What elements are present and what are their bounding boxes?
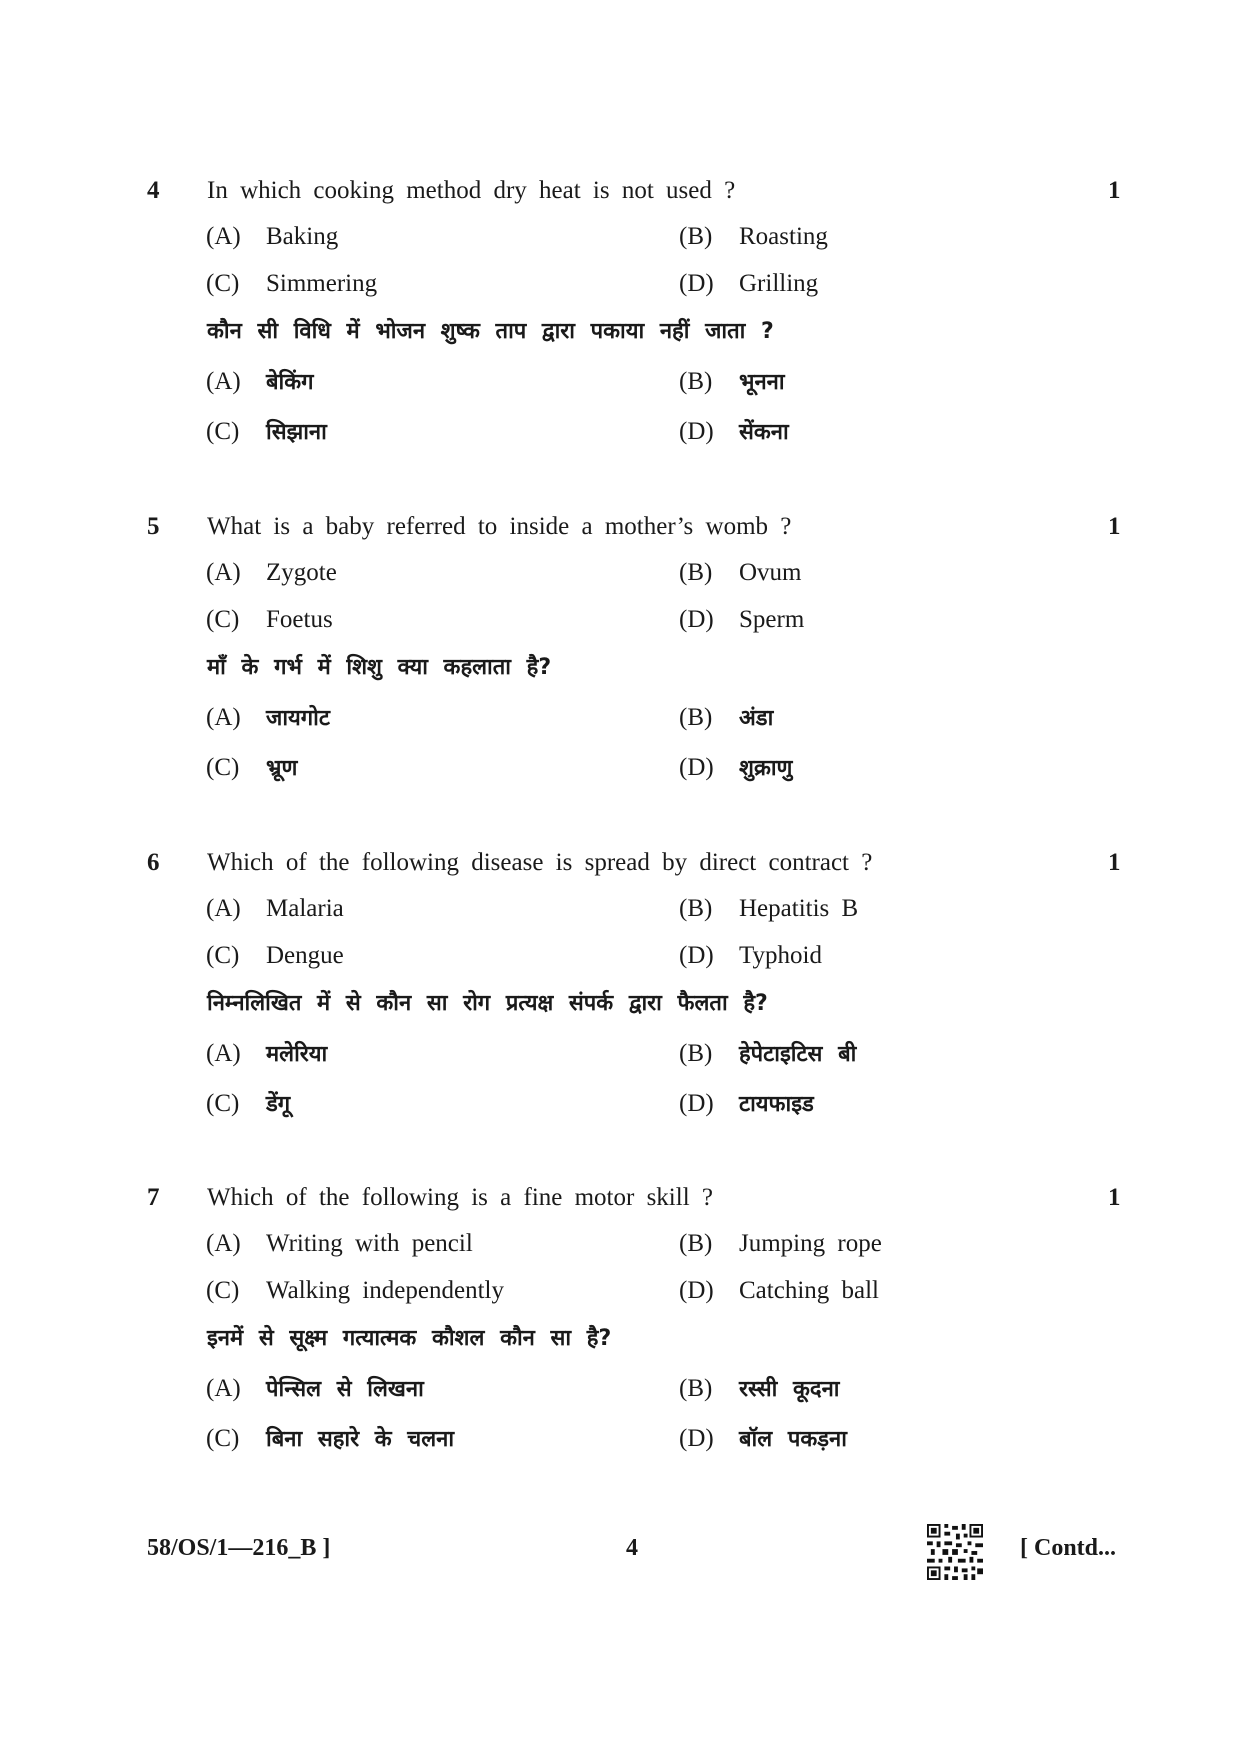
option-a: (A) Malaria <box>206 895 344 922</box>
option-b-hindi: (B) भूनना <box>679 368 785 395</box>
option-d-hindi: (D) बॉल पकड़ना <box>679 1425 847 1452</box>
option-a: (A) Zygote <box>206 559 337 586</box>
option-a: (A) Writing with pencil <box>206 1230 473 1257</box>
question-6 <box>0 846 1240 1146</box>
option-b: (B) Hepatitis B <box>679 895 859 922</box>
option-d-hindi: (D) शुक्राणु <box>679 754 793 781</box>
question-text: What is a baby referred to inside a mother’s womb ? <box>207 513 792 540</box>
question-marks: 1 <box>1108 1184 1121 1211</box>
option-a: (A) Baking <box>206 223 339 250</box>
option-c-hindi: (C) डेंगू <box>206 1090 291 1117</box>
question-4 <box>0 174 1240 474</box>
option-c: (C) Dengue <box>206 942 344 969</box>
question-marks: 1 <box>1108 177 1121 204</box>
option-c: (C) Walking independently <box>206 1277 504 1304</box>
page-number: 4 <box>626 1535 638 1561</box>
option-d: (D) Sperm <box>679 606 805 633</box>
option-c: (C) Simmering <box>206 270 378 297</box>
qr-code-icon <box>927 1524 983 1580</box>
option-c: (C) Foetus <box>206 606 333 633</box>
paper-code: 58/OS/1—216_B ] <box>147 1535 331 1561</box>
option-d: (D) Grilling <box>679 270 819 297</box>
option-c-hindi: (C) बिना सहारे के चलना <box>206 1425 455 1452</box>
question-marks: 1 <box>1108 513 1121 540</box>
option-d-hindi: (D) टायफाइड <box>679 1090 814 1117</box>
question-number: 7 <box>147 1184 160 1211</box>
continued-label: [ Contd... <box>1020 1535 1117 1561</box>
question-text-hindi: कौन सी विधि में भोजन शुष्क ताप द्वारा पकाया नहीं जाता ? <box>207 319 774 344</box>
question-text: Which of the following disease is spread by direct contract ? <box>207 849 873 876</box>
option-d-hindi: (D) सेंकना <box>679 418 789 445</box>
option-b-hindi: (B) अंडा <box>679 704 774 731</box>
question-number: 5 <box>147 513 160 540</box>
question-text-hindi: माँ के गर्भ में शिशु क्या कहलाता है? <box>207 655 552 680</box>
option-b-hindi: (B) रस्सी कूदना <box>679 1375 840 1402</box>
option-d: (D) Catching ball <box>679 1277 879 1304</box>
option-b: (B) Jumping rope <box>679 1230 882 1257</box>
option-a-hindi: (A) मलेरिया <box>206 1040 328 1067</box>
option-d: (D) Typhoid <box>679 942 822 969</box>
option-b: (B) Roasting <box>679 223 828 250</box>
question-number: 4 <box>147 177 160 204</box>
option-a-hindi: (A) पेन्सिल से लिखना <box>206 1375 424 1402</box>
option-c-hindi: (C) सिझाना <box>206 418 327 445</box>
question-7 <box>0 1181 1240 1481</box>
option-a-hindi: (A) बेकिंग <box>206 368 314 395</box>
question-text: Which of the following is a fine motor skill ? <box>207 1184 713 1211</box>
question-5 <box>0 510 1240 810</box>
question-text-hindi: निम्नलिखित में से कौन सा रोग प्रत्यक्ष संपर्क द्वारा फैलता है? <box>207 991 768 1016</box>
option-c-hindi: (C) भ्रूण <box>206 754 298 781</box>
question-text: In which cooking method dry heat is not used ? <box>207 177 736 204</box>
question-number: 6 <box>147 849 160 876</box>
question-marks: 1 <box>1108 849 1121 876</box>
question-text-hindi: इनमें से सूक्ष्म गत्यात्मक कौशल कौन सा है? <box>207 1326 612 1351</box>
option-a-hindi: (A) जायगोट <box>206 704 330 731</box>
option-b-hindi: (B) हेपेटाइटिस बी <box>679 1040 857 1067</box>
option-b: (B) Ovum <box>679 559 802 586</box>
